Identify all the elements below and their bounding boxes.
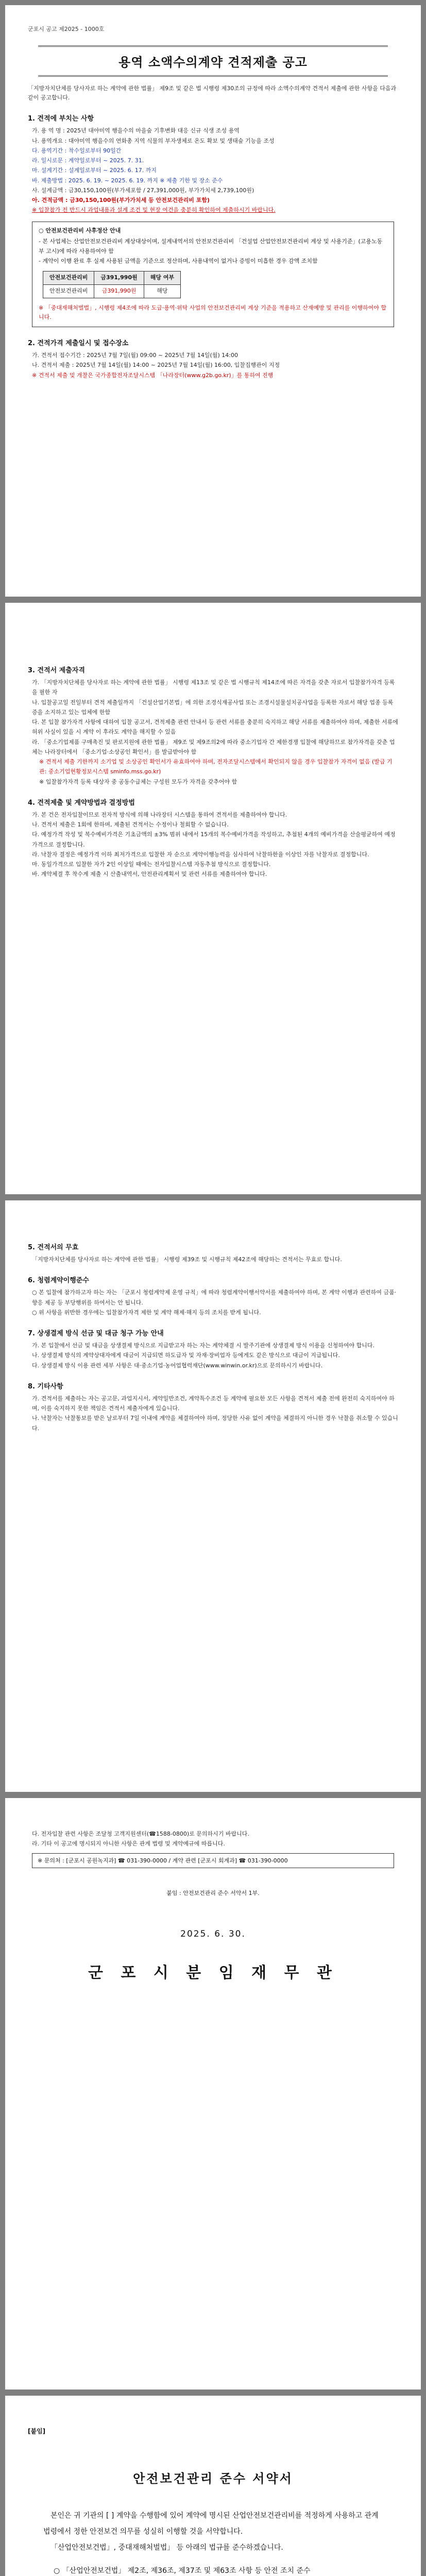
section-3-item: 가. 「지방자치단체를 당사자로 하는 계약에 관한 법률」 시행령 제13조 및 같은 법 시행규칙 제14조에 따른 자격을 갖춘 자로서 입찰참가자격 등록을 필한 자 bbox=[32, 679, 395, 696]
page-3 bbox=[5, 1200, 421, 1792]
table-cell: 안전보건관리비 bbox=[43, 284, 94, 298]
section-3-item: ※ 견적서 제출 기한까지 소기업 및 소상공인 확인서가 유효하여야 하며, 전자조달시스템에서 확인되지 않을 경우 입찰참가 자격이 없음 (발급 기관: 중소기업현황정보시스템 sminfo.mss.go.kr) bbox=[39, 758, 393, 775]
section-1-item: 라. 일시로문 : 계약일로부터 ~ 2025. 7. 31. bbox=[32, 157, 144, 164]
table-header: 안전보건관리비 bbox=[43, 272, 94, 285]
table-header: 금391,990원 bbox=[94, 272, 144, 285]
section-3-item: ※ 입찰참가자격 등록 대상자 중 공동수급체는 구성원 모두가 자격을 갖추어야 함 bbox=[39, 778, 237, 785]
section-5-heading: 5. 견적서의 무효 bbox=[28, 1244, 79, 1251]
intro-text: 「지방자치단체를 당사자로 하는 계약에 관한 법률」 제9조 및 같은 법 시행령 제30조의 규정에 따라 소액수의계약 견적서 제출에 관한 사항을 다음과 같이 공고합니다. bbox=[28, 85, 397, 101]
section-4-item: 가. 본 건은 전자입찰이므로 전자적 방식에 의해 나라장터 시스템을 통하여 견적서를 제출하여야 합니다. bbox=[32, 811, 287, 818]
section-4-item: 라. 낙찰자 결정은 예정가격 이하 최저가격으로 입찰한 자 순으로 계약이행능력을 심사하여 낙찰하한율 이상인 자를 낙찰자로 결정합니다. bbox=[32, 851, 369, 858]
section-2-item: 나. 견적서 제출 : 2025년 7월 14일(월) 14:00 ~ 2025년 7월 14일(월) 16:00, 입찰집행관이 지정 bbox=[32, 362, 280, 369]
section-2-item: 가. 견적서 접수기간 : 2025년 7월 7일(월) 09:00 ~ 2025년 7월 14일(월) 14:00 bbox=[32, 352, 238, 359]
document-number: 군포시 공고 제2025 - 1000호 bbox=[28, 26, 105, 32]
section-6-heading: 6. 청렴계약이행준수 bbox=[28, 1277, 89, 1285]
table-cell: 금391,990원 bbox=[94, 284, 144, 298]
page-2 bbox=[5, 603, 421, 1194]
section-2-heading: 2. 견적가격 제출일시 및 접수장소 bbox=[28, 340, 129, 348]
section-3-item: 다. 본 입찰 참가자격 사항에 대하여 입찰 공고서, 견적제출 관련 안내서 등 관련 서류를 충분히 숙지하고 해당 서류를 제출하여야 하며, 제출한 서류에 허위 사실이 있을 시 계약 이 후라도 계약을 해지할 수 있음 bbox=[32, 719, 398, 736]
section-4-item: 나. 견적서 제출은 1회에 한하며, 제출된 견적서는 수정이나 철회할 수 없습니다. bbox=[32, 821, 229, 828]
section-4-item: 다. 예정가격 작성 및 복수예비가격은 기초금액의 ±3% 범위 내에서 15개의 복수예비가격을 작성하고, 추첨된 4개의 예비가격을 산술평균하여 예정가격으로 결정합니다. bbox=[32, 831, 396, 848]
section-4-item: 마. 동일가격으로 입찰한 자가 2인 이상일 때에는 전자입찰시스템 자동추첨 방식으로 결정합니다. bbox=[32, 861, 271, 868]
safety-box-note: ※ 「중대재해처벌법」, 시행령 제4조에 따라 도급·용역·위탁 사업의 안전보건관리비 계상 기준을 적용하고 산재예방 및 관리를 이행하여야 합니다. bbox=[39, 304, 386, 321]
table-header: 해당 여부 bbox=[144, 272, 180, 285]
section-3-item: 나. 입찰공고일 전일부터 견적 제출일까지 「건설산업기본법」에 의한 조경식재공사업 또는 조경시설물설치공사업을 등록한 자로서 해당 업종 등록증을 소지하고 있는 업체에 한함 bbox=[32, 699, 394, 716]
section-1-red-note: ※ 입찰참가 전 반드시 과업내용과 설계 조건 및 현장 여건을 충분히 확인하여 제출하시기 바랍니다. bbox=[32, 207, 276, 214]
section-3-heading: 3. 견적서 제출자격 bbox=[28, 667, 85, 674]
table-cell: 해당 bbox=[144, 284, 180, 298]
pledge-list bbox=[54, 2564, 383, 2576]
attachment-label: [붙임] bbox=[28, 2428, 46, 2435]
section-2-item: ※ 견적서 제출 및 개찰은 국가종합전자조달시스템 「나라장터(www.g2b.go.kr)」를 통하여 진행 bbox=[32, 371, 274, 379]
list-item: ○ 「산업안전보건법」 제2조, 제36조, 제37조 및 제63조 사항 등 안전 조치 준수 bbox=[54, 2567, 311, 2575]
section-3-item: 라. 「중소기업제품 구매촉진 및 판로지원에 관한 법률」 제9조 및 제9조의2에 따라 중소기업자 간 제한경쟁 입찰에 해당하므로 참가자격을 갖춘 업체는 나라장터에서 「중소기업·소상공인 확인서」를 발급받아야 함 bbox=[32, 738, 395, 755]
safety-box-line: - 본 사업체는 산업안전보건관리비 계상대상이며, 설계내역서의 안전보건관리비 「건설업 산업안전보건관리비 계상 및 사용기준」(고용노동부 고시)에 따라 사용하여야 함 bbox=[39, 238, 383, 255]
section-1-item: 마. 설계기간 : 설계일로부터 ~ 2025. 6. 17. 까지 bbox=[32, 167, 157, 174]
safety-cost-table bbox=[43, 271, 181, 298]
section-4-item: 바. 계약체결 후 착수계 제출 시 산출내역서, 안전관리계획서 및 관련 서류를 제출하여야 합니다. bbox=[32, 871, 267, 878]
safety-cost-box bbox=[32, 222, 394, 328]
page-1 bbox=[5, 5, 421, 597]
section-8-item: 다. 전자입찰 관련 사항은 조달청 고객지원센터(☎1588-0800)로 문의하시기 바랍니다. bbox=[32, 1831, 249, 1837]
section-1-item: 나. 용역개요 : 대야미역 행을수의 연화총 지역 식물의 부자생체로 온도 확보 및 생태숲 기능을 조성 bbox=[32, 137, 275, 144]
issuing-organization: 군 포 시 분 임 재 무 관 bbox=[88, 1964, 338, 1982]
section-7-item: 다. 상생결제 방식 이용 관련 세부 사항은 대·중소기업·농어업협력재단(www.winwin.or.kr)으로 문의하시기 바랍니다. bbox=[32, 1362, 323, 1369]
section-8-item: 라. 기타 이 공고에 명시되지 아니한 사항은 관계 법령 및 계약예규에 따릅니다. bbox=[32, 1840, 225, 1848]
section-8-item: 가. 견적서를 제출하는 자는 공고문, 과업지시서, 계약일반조건, 계약특수조건 등 계약에 필요한 모든 사항을 견적서 제출 전에 완전히 숙지하여야 하며, 이를 숙지하지 못한 책임은 견적서 제출자에게 있습니다. bbox=[32, 1395, 395, 1412]
section-6-item: ○ 위 사항을 위반한 경우에는 입찰참가자격 제한 및 계약 해제·해지 등의 조치를 받게 됩니다. bbox=[32, 1309, 261, 1316]
safety-box-title: ○ 안전보건관리비 사후정산 안내 bbox=[39, 227, 121, 234]
page-title: 용역 소액수의계약 견적제출 공고 bbox=[38, 45, 388, 77]
notice-date: 2025. 6. 30. bbox=[180, 1929, 246, 1940]
section-7-item: 가. 본 입찰에서 선금 및 대금을 상생결제 방식으로 지급받고자 하는 자는 계약체결 시 발주기관에 상생결제 방식 이용을 신청하여야 합니다. bbox=[32, 1342, 374, 1349]
attachment-note: 붙임 : 안전보건관리 준수 서약서 1부. bbox=[166, 1890, 260, 1897]
section-1-item: 사. 설계금액 : 금30,150,100원(부가세포함 / 27,391,000원, 부가가치세 2,739,100원) bbox=[32, 187, 254, 194]
pledge-title: 안전보건관리 준수 서약서 bbox=[133, 2471, 293, 2486]
pledge-paragraph: 본인은 귀 기관의 [ ] 계약을 수행함에 있어 계약에 명시된 산업안전보건관리비를 적정하게 사용하고 관계 법령에서 정한 안전보건 의무를 성실히 이행할 것을 서약합니다. bbox=[43, 2512, 379, 2536]
section-8-heading: 8. 기타사항 bbox=[28, 1382, 63, 1391]
pledge-paragraph: 「산업안전보건법」, 중대재해처벌법」 등 아래의 법규를 준수하겠습니다. bbox=[50, 2543, 283, 2552]
contact-note: ※ 문의처 : [군포시 공원녹지과] ☎ 031-390-0000 / 계약 관련 [군포시 회계과] ☎ 031-390-0000 bbox=[32, 1853, 394, 1869]
section-1-item: 바. 제출방법 : 2025. 6. 19. ~ 2025. 6. 19. 까지 ※ 제출 기한 및 장소 준수 bbox=[32, 177, 223, 184]
section-6-item: ○ 본 입찰에 참가하고자 하는 자는 「군포시 청렴계약제 운영 규칙」에 따라 청렴계약이행서약서를 제출하여야 하며, 본 계약 이행과 관련하여 금품·향응 제공 등 부당행위를 하여서는 안 됩니다. bbox=[32, 1289, 397, 1306]
section-7-item: 나. 상생결제 방식의 계약상대자에게 대금이 지급되면 하도급자 및 자재·장비업자 등에게도 같은 방식으로 대금이 지급됩니다. bbox=[32, 1352, 340, 1359]
section-4-heading: 4. 견적제출 및 계약방법과 결정방법 bbox=[28, 799, 135, 807]
page-5 bbox=[5, 2396, 421, 2576]
section-7-heading: 7. 상생결제 방식 선금 및 대금 청구 가능 안내 bbox=[28, 1330, 164, 1337]
page-4 bbox=[5, 1798, 421, 2389]
safety-box-line: - 계약이 이행 완료 후 실제 사용된 금액을 기준으로 정산하며, 사용내역이 없거나 증빙이 미흡한 경우 감액 조치함 bbox=[39, 257, 318, 264]
section-1-item: 다. 용역기간 : 착수일로부터 90일간 bbox=[32, 147, 122, 154]
section-1-item: 가. 용 역 명 : 2025년 대야미역 행을수의 마을숲 기후변화 대응 신규 식생 조성 용역 bbox=[32, 127, 240, 134]
section-1-item: 아. 견적금액 : 금30,150,100원(부가가치세 등 안전보건관리비 포함) bbox=[32, 197, 210, 204]
section-5-item: 「지방자치단체를 당사자로 하는 계약에 관한 법률」 시행령 제39조 및 시행규칙 제42조에 해당하는 견적서는 무효로 합니다. bbox=[32, 1256, 342, 1263]
section-1-heading: 1. 견적에 부치는 사항 bbox=[28, 115, 94, 123]
section-8-item: 나. 낙찰자는 낙찰통보를 받은 날로부터 7일 이내에 계약을 체결하여야 하며, 정당한 사유 없이 계약을 체결하지 아니한 경우 낙찰을 취소할 수 있습니다. bbox=[32, 1415, 398, 1432]
